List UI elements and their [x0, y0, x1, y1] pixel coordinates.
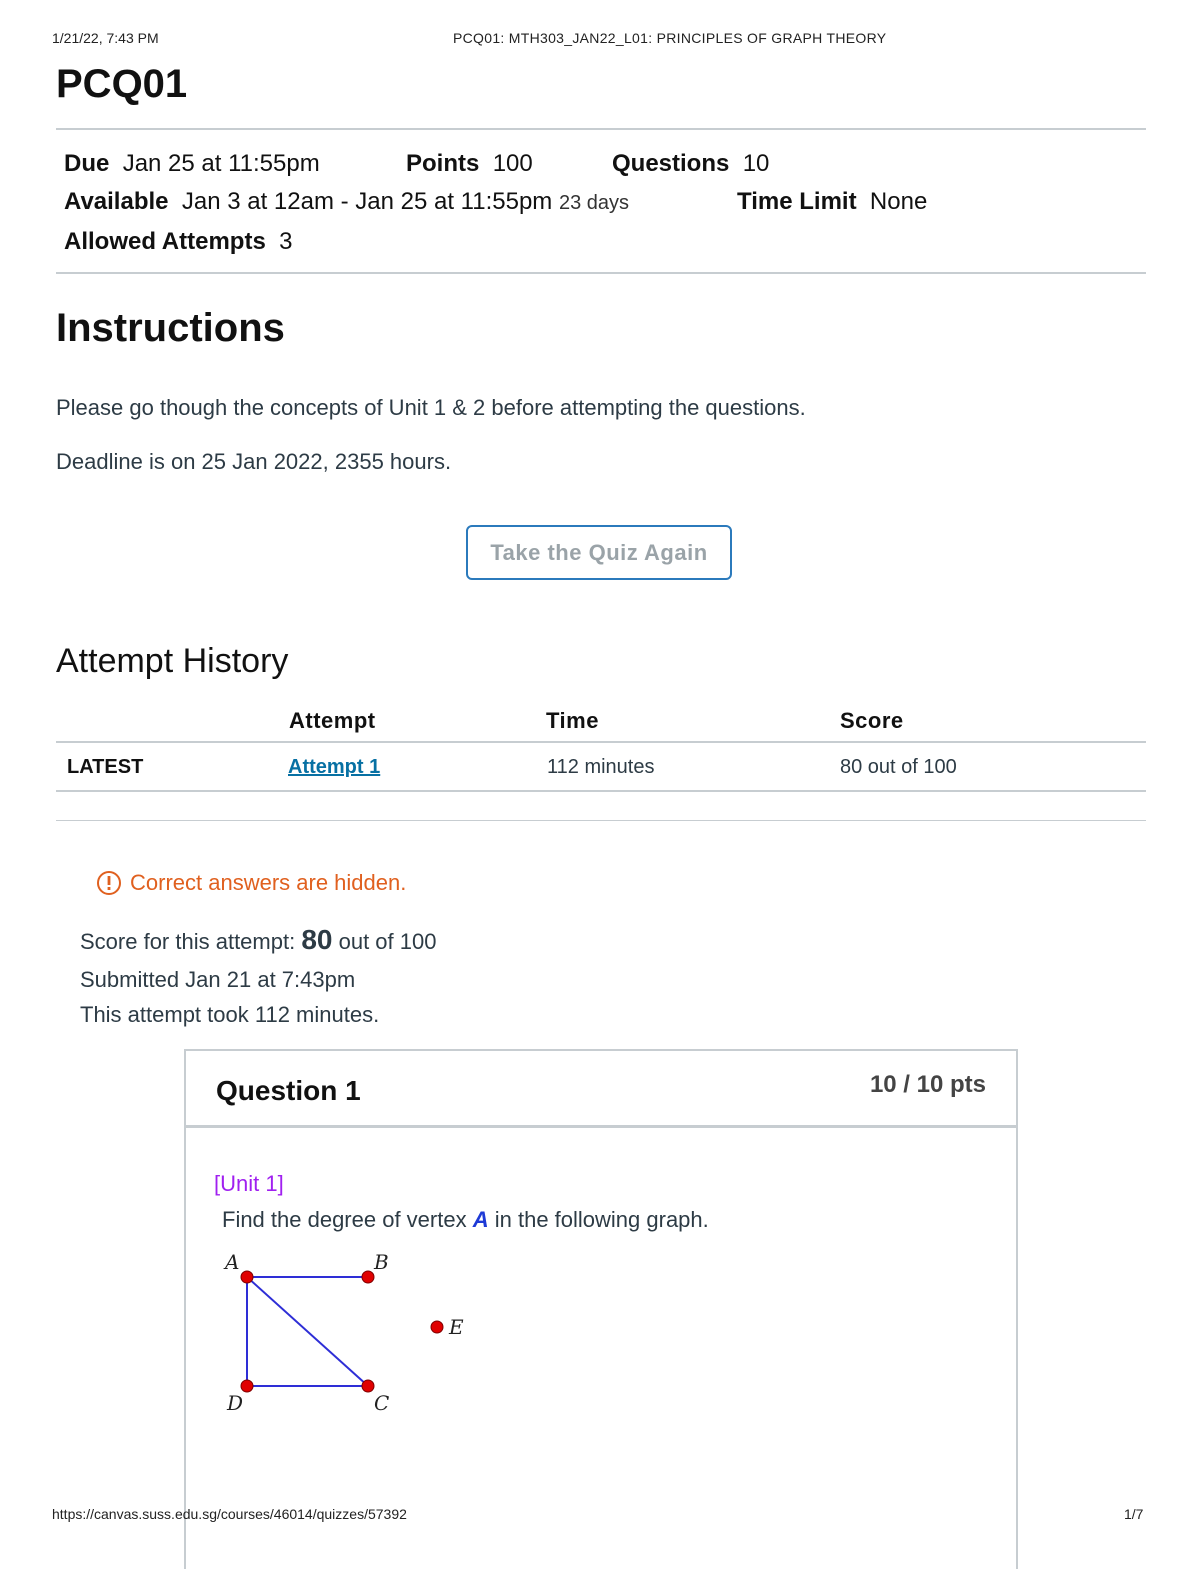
question-vertex: A: [472, 1207, 489, 1232]
attempt-time: 112 minutes: [547, 756, 655, 778]
submitted-time: Submitted Jan 21 at 7:43pm: [80, 967, 356, 992]
table-header-divider: [56, 741, 1146, 743]
graph-vertex-A: [241, 1271, 253, 1283]
instructions-line: Please go though the concepts of Unit 1 & 2 before attempting the questions.: [56, 395, 806, 420]
divider: [56, 820, 1146, 821]
due-value: Jan 25 at 11:55pm: [122, 150, 320, 177]
divider: [56, 272, 1146, 274]
allowed-attempts-label: Allowed Attempts: [64, 228, 266, 255]
score-for-attempt: [80, 924, 436, 956]
question-text-after: in the following graph.: [494, 1207, 709, 1232]
graph-vertex-label-D: D: [227, 1391, 244, 1415]
question-points: 10 / 10 pts: [869, 1071, 986, 1098]
print-url: https://canvas.suss.edu.sg/courses/46014/quizzes/57392: [52, 1506, 407, 1522]
question-text-before: Find the degree of vertex: [222, 1207, 467, 1232]
questions-value: 10: [742, 150, 770, 177]
time-limit-value: None: [869, 188, 928, 215]
divider: [56, 128, 1146, 130]
time-limit-info: [737, 188, 927, 216]
print-page-title: PCQ01: MTH303_JAN22_L01: PRINCIPLES OF GRAPH THEORY: [453, 30, 887, 46]
graph-edge-AC: [247, 1277, 368, 1386]
column-header-score: Score: [840, 708, 904, 733]
graph-vertex-label-B: B: [374, 1250, 389, 1274]
questions-info: [612, 150, 769, 178]
print-date: 1/21/22, 7:43 PM: [52, 30, 159, 46]
points-label: Points: [406, 150, 480, 177]
correct-answers-hidden-notice: [96, 870, 406, 896]
column-header-time: Time: [546, 708, 599, 733]
graph-vertex-label-A: A: [225, 1250, 240, 1274]
question-unit-tag: [Unit 1]: [214, 1171, 284, 1196]
score-prefix: Score for this attempt:: [80, 929, 296, 954]
question-title: Question 1: [216, 1075, 361, 1106]
graph-figure: [216, 1247, 476, 1417]
questions-label: Questions: [612, 150, 730, 177]
take-quiz-again-button[interactable]: Take the Quiz Again: [466, 525, 732, 580]
warning-circle-icon: [96, 870, 122, 896]
graph-vertex-label-C: C: [374, 1391, 390, 1415]
column-header-attempt: Attempt: [289, 708, 376, 733]
attempt-duration: This attempt took 112 minutes.: [80, 1002, 380, 1027]
attempt-score: 80 out of 100: [840, 756, 957, 778]
allowed-attempts-info: [64, 228, 293, 256]
score-suffix: out of 100: [338, 929, 437, 954]
latest-label: LATEST: [67, 756, 144, 778]
due-info: [64, 150, 320, 178]
instructions-heading: Instructions: [56, 306, 285, 350]
due-label: Due: [64, 150, 110, 177]
allowed-attempts-value: 3: [279, 228, 293, 255]
attempt-history-heading: Attempt History: [56, 642, 289, 680]
graph-vertex-label-E: E: [449, 1315, 464, 1339]
attempt-1-link[interactable]: Attempt 1: [288, 756, 381, 778]
available-info: [64, 188, 629, 216]
table-row-divider: [56, 790, 1146, 792]
graph-vertex-B: [362, 1271, 374, 1283]
graph-vertex-C: [362, 1380, 374, 1392]
question-text: [222, 1207, 709, 1233]
notice-text: Correct answers are hidden.: [130, 870, 407, 895]
page-title: PCQ01: [56, 62, 188, 106]
question-1-card: [184, 1049, 1018, 1569]
available-days: 23 days: [558, 192, 630, 214]
score-value: 80: [301, 924, 333, 955]
available-value: Jan 3 at 12am - Jan 25 at 11:55pm: [181, 188, 553, 215]
time-limit-label: Time Limit: [737, 188, 857, 215]
available-label: Available: [64, 188, 169, 215]
graph-vertex-E: [431, 1321, 443, 1333]
instructions-deadline: Deadline is on 25 Jan 2022, 2355 hours.: [56, 449, 452, 474]
question-header: [186, 1051, 1016, 1128]
points-info: [406, 150, 533, 178]
points-value: 100: [492, 150, 533, 177]
print-page-number: 1/7: [1124, 1506, 1144, 1522]
